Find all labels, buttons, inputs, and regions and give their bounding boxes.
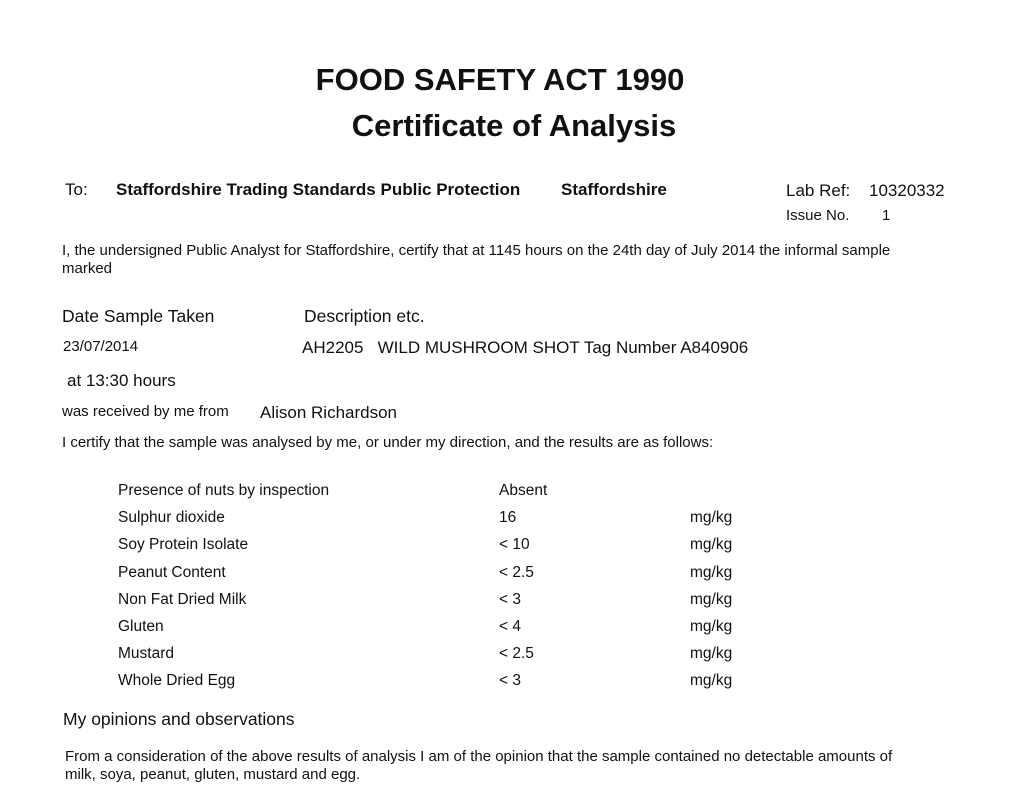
result-unit: mg/kg: [690, 509, 733, 527]
result-unit: mg/kg: [690, 645, 733, 663]
result-test: Soy Protein Isolate: [118, 536, 249, 554]
result-value: < 3: [499, 590, 521, 608]
result-unit: mg/kg: [690, 536, 733, 554]
result-value: < 3: [499, 672, 521, 690]
recipient-county: Staffordshire: [561, 180, 667, 199]
opinions-text: From a consideration of the above results of analysis I am of the opinion that the sample contained no detectable amounts of milk, soya, peanut, gluten, mustard and egg.: [65, 748, 893, 783]
recipient-label: To:: [65, 180, 88, 199]
issue-value: 1: [882, 207, 891, 224]
result-unit: mg/kg: [690, 672, 733, 690]
result-test: Peanut Content: [118, 563, 226, 581]
recipient-name: Staffordshire Trading Standards Public Protection: [116, 180, 521, 199]
result-test: Mustard: [118, 645, 174, 663]
result-test: Non Fat Dried Milk: [118, 590, 247, 608]
result-value: Absent: [499, 482, 548, 499]
result-test: Whole Dried Egg: [118, 672, 236, 690]
lab-ref-value: 10320332: [869, 181, 945, 200]
result-value: < 2.5: [499, 645, 534, 663]
result-unit: mg/kg: [690, 563, 733, 581]
document-title: Certificate of Analysis: [351, 108, 677, 143]
lab-ref-label: Lab Ref:: [786, 181, 851, 200]
result-test: Sulphur dioxide: [118, 509, 225, 527]
result-value: < 10: [499, 536, 530, 554]
act-title: FOOD SAFETY ACT 1990: [315, 62, 685, 97]
description-heading: Description etc.: [304, 306, 425, 326]
analysis-statement: I certify that the sample was analysed by me, or under my direction, and the results are as follows:: [62, 434, 714, 451]
sample-time: at 13:30 hours: [67, 371, 176, 390]
date-heading: Date Sample Taken: [62, 306, 215, 326]
sample-date: 23/07/2014: [63, 338, 139, 355]
issue-label: Issue No.: [786, 207, 850, 224]
result-value: 16: [499, 509, 517, 527]
received-label: was received by me from: [62, 403, 229, 420]
result-test: Presence of nuts by inspection: [118, 482, 330, 499]
sample-description: AH2205 WILD MUSHROOM SHOT Tag Number A840906: [302, 338, 749, 357]
result-unit: mg/kg: [690, 617, 733, 635]
certification-intro: I, the undersigned Public Analyst for Staffordshire, certify that at 1145 hours on the 24th day of July 2014 the informal sample marked: [62, 242, 891, 277]
result-value: < 2.5: [499, 563, 534, 581]
result-value: < 4: [499, 617, 521, 635]
result-test: Gluten: [118, 617, 164, 635]
received-from: Alison Richardson: [260, 403, 398, 422]
opinions-heading: My opinions and observations: [63, 709, 295, 729]
result-unit: mg/kg: [690, 590, 733, 608]
